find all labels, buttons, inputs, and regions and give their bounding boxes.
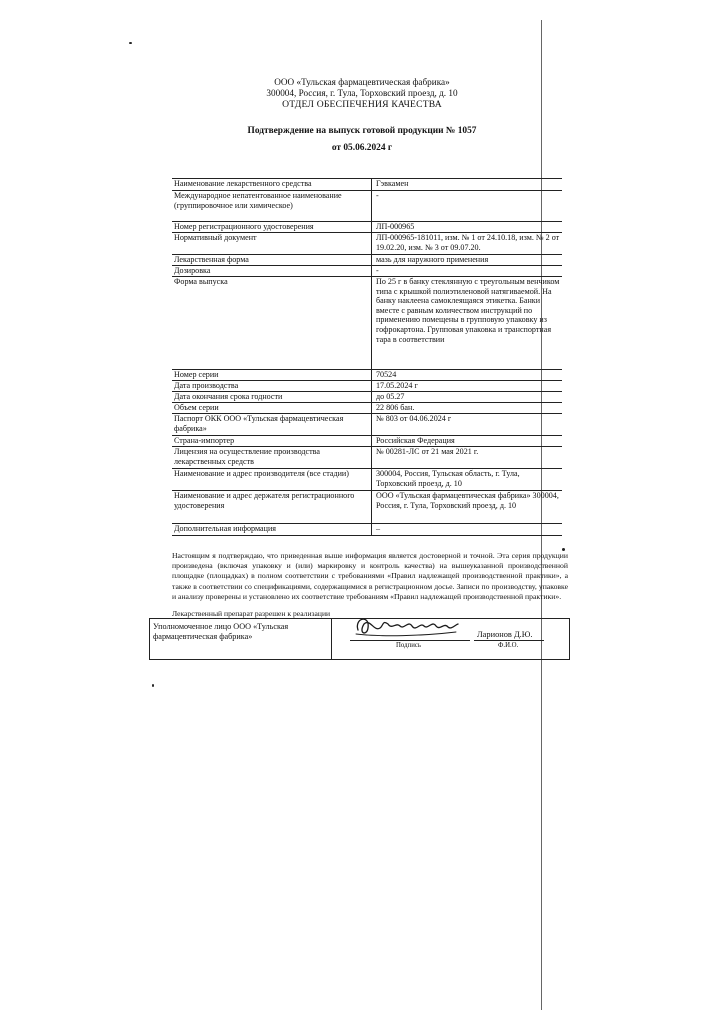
row-label: Форма выпуска bbox=[172, 277, 372, 370]
row-label: Объем серии bbox=[172, 403, 372, 414]
row-label: Дата окончания срока годности bbox=[172, 392, 372, 403]
row-value: ЛП-000965 bbox=[372, 222, 563, 233]
confirmation-statement: Настоящим я подтверждаю, что приведенная выше информация является достоверной и точной. Эта серия продукции произведена (включая упаковку и (или) маркировку и контроль качества) на вышеуказанной производственной площадке (площадках) в полном соответствии с требованиями «Правил надлежащей производственной практики», а также в соответствии со спецификациями, содержащимися в регистрационном досье. Записи по производству, упаковке и анализу проверены и установлено их соответствие требованиям «Правил надлежащей производственной практики». bbox=[172, 551, 568, 601]
row-value: до 05.27 bbox=[372, 392, 563, 403]
scan-speck bbox=[152, 684, 154, 687]
row-value: Гэвкамен bbox=[372, 179, 563, 191]
row-value: мазь для наружного применения bbox=[372, 255, 563, 266]
table-row bbox=[172, 469, 562, 491]
row-label: Международное непатентованное наименование (группировочное или химическое) bbox=[172, 191, 372, 222]
table-row bbox=[172, 222, 562, 233]
row-label: Лекарственная форма bbox=[172, 255, 372, 266]
row-value: 300004, Россия, Тульская область, г. Тула, Торховский проезд, д. 10 bbox=[372, 469, 563, 491]
table-row bbox=[172, 403, 562, 414]
authorized-person-label: Уполномоченное лицо ООО «Тульская фармацевтическая фабрика» bbox=[150, 619, 332, 659]
row-label: Номер регистрационного удостоверения bbox=[172, 222, 372, 233]
fio-caption: Ф.И.О. bbox=[498, 642, 519, 649]
row-label: Дата производства bbox=[172, 381, 372, 392]
row-label: Наименование и адрес держателя регистрационного удостоверения bbox=[172, 491, 372, 524]
row-label: Лицензия на осуществление производства лекарственных средств bbox=[172, 447, 372, 469]
company-name: ООО «Тульская фармацевтическая фабрика» bbox=[274, 77, 450, 87]
row-value: № 00281-ЛС от 21 мая 2021 г. bbox=[372, 447, 563, 469]
row-value: Российская Федерация bbox=[372, 436, 563, 447]
document-title: Подтверждение на выпуск готовой продукции № 1057 bbox=[247, 126, 477, 136]
table-row bbox=[172, 266, 562, 277]
signature-line bbox=[350, 640, 470, 641]
department-name: ОТДЕЛ ОБЕСПЕЧЕНИЯ КАЧЕСТВА bbox=[282, 99, 442, 110]
table-row bbox=[172, 191, 562, 222]
table-row bbox=[172, 255, 562, 266]
row-label: Наименование и адрес производителя (все стадии) bbox=[172, 469, 372, 491]
product-info-table bbox=[172, 178, 562, 536]
table-row bbox=[172, 524, 562, 536]
row-value: 70524 bbox=[372, 370, 563, 381]
table-row bbox=[172, 436, 562, 447]
row-value: 22 806 бан. bbox=[372, 403, 563, 414]
release-note: Лекарственный препарат разрешен к реализации bbox=[172, 609, 331, 618]
table-row bbox=[172, 447, 562, 469]
row-label: Дозировка bbox=[172, 266, 372, 277]
table-row bbox=[172, 491, 562, 524]
signature-caption: Подпись bbox=[396, 642, 421, 649]
fio-line bbox=[474, 640, 544, 641]
row-value: ЛП-000965-181011, изм. № 1 от 24.10.18, изм. № 2 от 19.02.20, изм. № 3 от 09.07.20. bbox=[372, 233, 563, 255]
table-row bbox=[172, 414, 562, 436]
table-row bbox=[172, 233, 562, 255]
table-row bbox=[172, 179, 562, 191]
signer-name: Ларионов Д.Ю. bbox=[477, 630, 533, 639]
row-value: - bbox=[372, 266, 563, 277]
row-value: – bbox=[372, 524, 563, 536]
row-value: 17.05.2024 г bbox=[372, 381, 563, 392]
row-label: Дополнительная информация bbox=[172, 524, 372, 536]
row-label: Страна-импортер bbox=[172, 436, 372, 447]
table-row bbox=[172, 381, 562, 392]
row-label: Нормативный документ bbox=[172, 233, 372, 255]
row-value: - bbox=[372, 191, 563, 222]
row-label: Номер серии bbox=[172, 370, 372, 381]
row-label: Наименование лекарственного средства bbox=[172, 179, 372, 191]
document-date: от 05.06.2024 г bbox=[331, 143, 393, 153]
table-row bbox=[172, 277, 562, 370]
row-label: Паспорт ОКК ООО «Тульская фармацевтическая фабрика» bbox=[172, 414, 372, 436]
row-value: ООО «Тульская фармацевтическая фабрика» 300004, Россия, г. Тула, Торховский проезд, д. 10 bbox=[372, 491, 563, 524]
table-row bbox=[172, 370, 562, 381]
handwritten-signature-icon bbox=[352, 608, 464, 642]
row-value: № 803 от 04.06.2024 г bbox=[372, 414, 563, 436]
company-address: 300004, Россия, г. Тула, Торховский проезд, д. 10 bbox=[266, 88, 458, 98]
table-row bbox=[172, 392, 562, 403]
scan-speck bbox=[129, 42, 132, 44]
row-value: По 25 г в банку стеклянную с треугольным венчиком типа с крышкой полиэтиленовой натягиваемой. На банку наклеена самоклеящаяся этикетка. Банки вместе с равным количеством инструкций по применению помещены в групповую упаковку из гофрокартона. Групповая упаковка и транспортная тара в соответствии bbox=[372, 277, 563, 370]
